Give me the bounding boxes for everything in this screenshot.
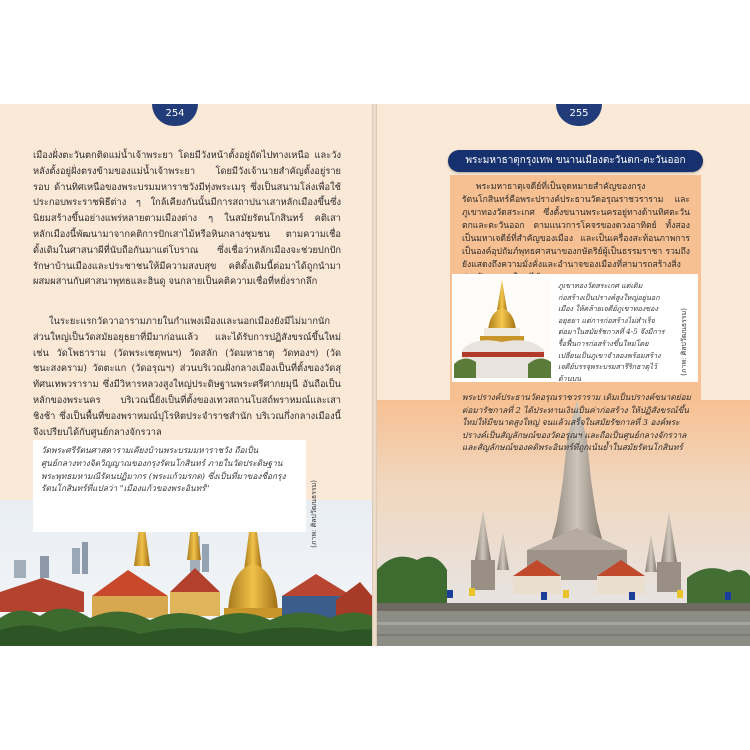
right-paragraph-1: พระมหาธาตุเจดีย์ที่เป็นจุดหมายสำคัญของกรุงรัตนโกสินทร์คือพระปรางค์ประธานวัดอรุณราชวราราม และภูเขาทองวัดสระเกศ ซึ่งตั้งขนานพระนครอยู่ทางด้านทิศตะวันตกและตะวันออก ตามแนวการโคจรของดวงอาทิตย์ ทั้งสองเป็นมหาเจดีย์ที่สำคัญของเมือง และเป็นเครื่องสะท้อนภาพการเป็นองค์อุปถัมภ์พุทธศาสนาของกษัตริย์ผู้เป็นธรรมราชา รวมถึงยังแสดงถึงความมั่งคั่งและอำนาจของเมืองที่สามารถสร้างสิ่ง (462, 182, 690, 270)
right-paragraph-2: พระปรางค์ประธานวัดอรุณราชวราราม เดิมเป็นปรางค์ขนาดย่อม ต่อมารัชกาลที่ 2 ได้ประทานเงินเป็นค่าก่อสร้าง ให้ปฏิสังขรณ์ขึ้นใหม่ให้มีขนาดสูงใหญ่ จนแล้วเสร็จในสมัยรัชกาลที่ 3 องค์พระปรางค์เป็นสัญลักษณ์ของวัดอรุณฯ และถือเป็นศูนย์กลางจักรวาลและสัญลักษณ์ของคติพระอินทร์ที่ถูกเน้นย้ำในสมัยรัตนโกสินทร์ (462, 392, 692, 453)
left-paragraph-1: เมืองฝั่งตะวันตกติดแม่น้ำเจ้าพระยา โดยมีวังหน้าตั้งอยู่ถัดไปทางเหนือ และวังหลังตั้งอยู่ฝั่งตรงข้ามของแม่น้ำเจ้าพระยา โดยมีวังเจ้านายสำคัญตั้งอยู่ราย รอบ ด้านทิศเหนือของพระบรมมหาราชวังมีทุ่งพระเมรุ ซึ่งเป็นสนามโล่งเพื่อใช้ประกอบพระราชพิธีต่าง ๆ ใกล้เคียงกันนั้นมีการสถาปนาเสาหลักเมืองขึ้นซึ่งนิยมสร้างขึ้นอย่างแพร่หลายตามเมืองต่าง ๆ ในสมัยรัตนโกสินทร์ คติเสาหลักเมืองนี้พัฒนามาจากคติการปักเสาไม้หรือหินกลางชุมชน ตามความเชื่อดั้งเดิมในศาสนาผีที่นับถือกันมาแต่โบราณ ซึ่งเชื่อว่าหลักเมืองจะช่วยปกปักรักษาบ้านเมืองและประชาชนให้มีความสงบสุข คติดั้งเดิมนี้ต่อมาได้ถูกนำมาผสมผสานกับศาสนาพุทธและฮินดู จนกลายเป็นคติความเชื่อที่หยั่งรากลึก (33, 150, 341, 288)
golden-mount-inset (452, 274, 698, 382)
page-number-left: 254 (152, 104, 198, 126)
left-paragraph-2: ในระยะแรกวัดวาอารามภายในกำแพงเมืองและนอกเมืองยังมีไม่มากนัก ส่วนใหญ่เป็นวัดสมัยอยุธยาที่มีมาก่อนแล้ว และได้รับการปฏิสังขรณ์ขึ้นใหม่ เช่น วัดโพธาราม (วัดพระเชตุพนฯ) วัดสลัก (วัดมหาธาตุ วัดทองฯ) (วัดชนะสงคราม) วัดตะแก (วัดอรุณฯ) ส่วนบริเวณฝั่งกลางเมืองเป็นที่ตั้งของวัดสุทัศนเทพวราราม ซึ่งมีวิหารหลวงสูงใหญ่ประดิษฐานพระศรีศากยมุนี อันถือเป็นหลักของพระนคร บริเวณนี้ยังเป็นที่ตั้งของเทวสถานโบสถ์พราหมณ์และเสาชิงช้า ซึ่งเป็นพื้นที่ของพราหมณ์ปุโรหิตประจำราชสำนัก บริเวณกึ่งกลางเมืองนี้จึงเปรียบได้กับศูนย์กลางจักรวาล (33, 316, 341, 438)
left-caption-box (33, 440, 306, 532)
golden-mount-photo (454, 278, 551, 378)
left-photo-caption: วัดพระศรีรัตนศาสดารามเคียงบ้านพระบรมมหาราชวัง ถือเป็นศูนย์กลางทางจิตวิญญาณของกรุงรัตนโกสินทร์ ภายในวัดประดิษฐานพระพุทธมหามณีรัตนปฏิมากร (พระแก้วมรกต) ซึ่งเป็นที่มาของชื่อกรุงรัตนโกสินทร์ที่แปลว่า "เมืองแก้วของพระอินทร์" (41, 445, 286, 494)
golden-mount-caption: ภูเขาทองวัดสระเกศ แต่เดิมก่อสร้างเป็นปรางค์สูงใหญ่อยู่นอกเมือง ให้คล้ายเจดีย์ภูเขาทองของอยุธยา แต่การก่อสร้างไม่สำเร็จ ต่อมาในสมัยรัชกาลที่ 4-5 จึงมีการรื้อฟื้นการก่อสร้างขึ้นใหม่โดยเปลี่ยนเป็นภูเขาจำลองพร้อมสร้างเจดีย์บรรจุพระบรมสารีริกธาตุไว้ด้านบน (558, 281, 665, 383)
page-number-right: 255 (556, 104, 602, 126)
left-photo-credit: (ภาพ: ศิลปวัฒนธรรม) (310, 480, 318, 548)
section-header: พระมหาธาตุกรุงเทพ ขนานเมืองตะวันตก-ตะวันออก (448, 150, 703, 172)
inset-photo-credit: (ภาพ: ศิลปวัฒนธรรม) (680, 308, 688, 376)
